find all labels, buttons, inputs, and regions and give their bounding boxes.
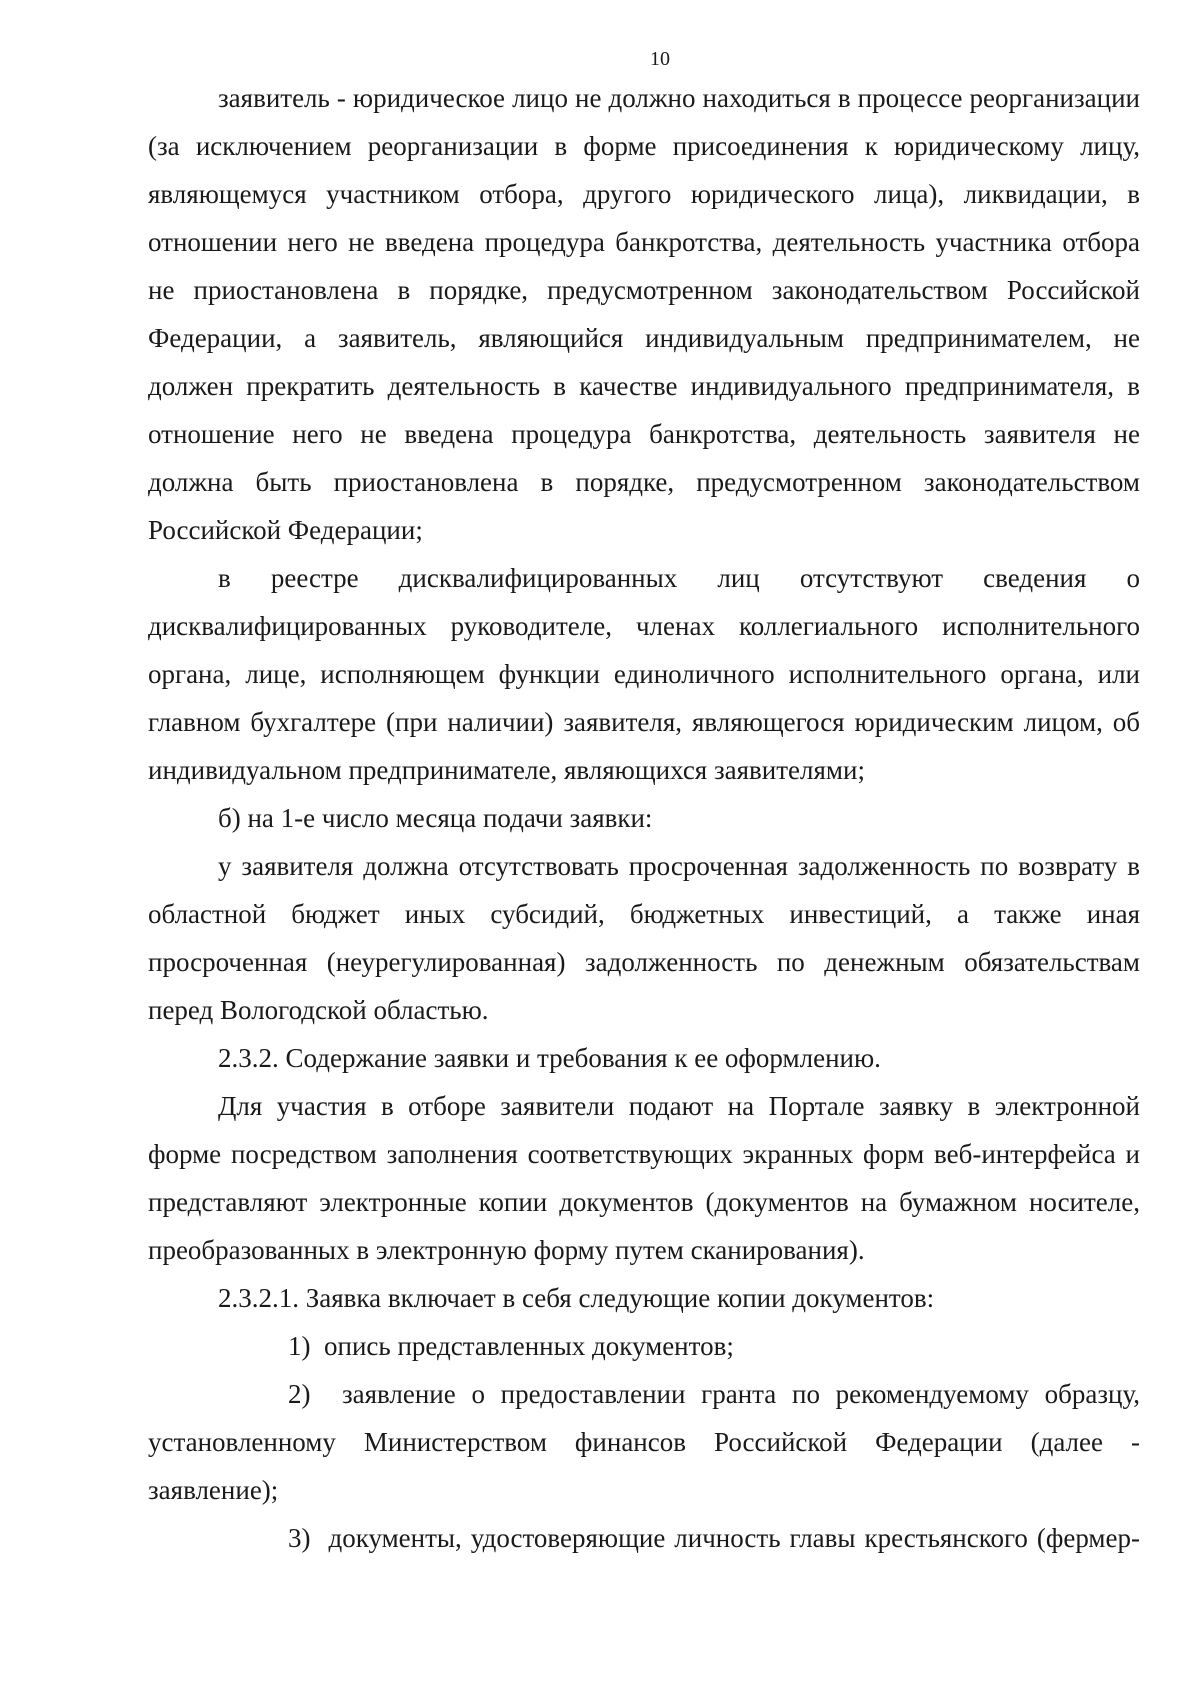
paragraph: б) на 1-е число месяца подачи заявки: bbox=[218, 803, 653, 833]
document-body bbox=[148, 74, 1140, 1562]
list-item-text: документы, удостоверяющие личность главы крестьянского (фермер- bbox=[328, 1523, 1140, 1553]
list-item bbox=[148, 1322, 1140, 1370]
paragraph: Для участия в отборе заявители подают на Портале заявку в электронной форме посредством заполнения соответствующих экранных форм веб-интерфейса и представляют электронные копии документов (документов на бумажном носителе, преобразованных в электронную форму путем сканирования). bbox=[148, 1091, 1140, 1265]
section-heading: 2.3.2. Содержание заявки и требования к ее оформлению. bbox=[218, 1043, 881, 1073]
paragraph: у заявителя должна отсутствовать просроченная задолженность по возврату в областной бюджет иных субсидий, бюджетных инвестиций, а также иная просроченная (неурегулированная) задолженность по денежным обязательствам перед Вологодской областью. bbox=[148, 851, 1140, 1025]
list-item-number: 3) bbox=[288, 1523, 311, 1553]
page-number: 10 bbox=[650, 48, 670, 70]
list-item bbox=[148, 1370, 1140, 1514]
list-item-number: 2) bbox=[288, 1379, 311, 1409]
paragraph: заявитель - юридическое лицо не должно находиться в процессе реорганизации (за исключением реорганизации в форме присоединения к юридическому лицу, являющемуся участником отбора, другого юридического лица), ликвидации, в отношении него не введена процедура банкротства, деятельность участника отбора не приостановлена в порядке, предусмотренном законодательством Российской Федерации, а заявитель, являющийся индивидуальным предпринимателем, не должен прекратить деятельность в качестве индивидуального предпринимателя, в отношение него не введена процедура банкротства, деятельность заявителя не должна быть приостановлена в порядке, предусмотренном законодательством Российской Федерации; bbox=[148, 83, 1140, 545]
paragraph: в реестре дисквалифицированных лиц отсутствуют сведения о дисквалифицированных руководителе, членах коллегиального исполнительного органа, лице, исполняющем функции единоличного исполнительного органа, или главном бухгалтере (при наличии) заявителя, являющегося юридическим лицом, об индивидуальном предпринимателе, являющихся заявителями; bbox=[148, 563, 1140, 785]
list-item-text: заявление о предоставлении гранта по рекомендуемому образцу, установленному Министерством финансов Российской Федерации (далее - заявление); bbox=[148, 1379, 1141, 1505]
paragraph: 2.3.2.1. Заявка включает в себя следующие копии документов: bbox=[218, 1283, 935, 1313]
list-item-number: 1) bbox=[288, 1331, 311, 1361]
list-item bbox=[148, 1514, 1140, 1562]
list-item-text: опись представленных документов; bbox=[324, 1331, 734, 1361]
